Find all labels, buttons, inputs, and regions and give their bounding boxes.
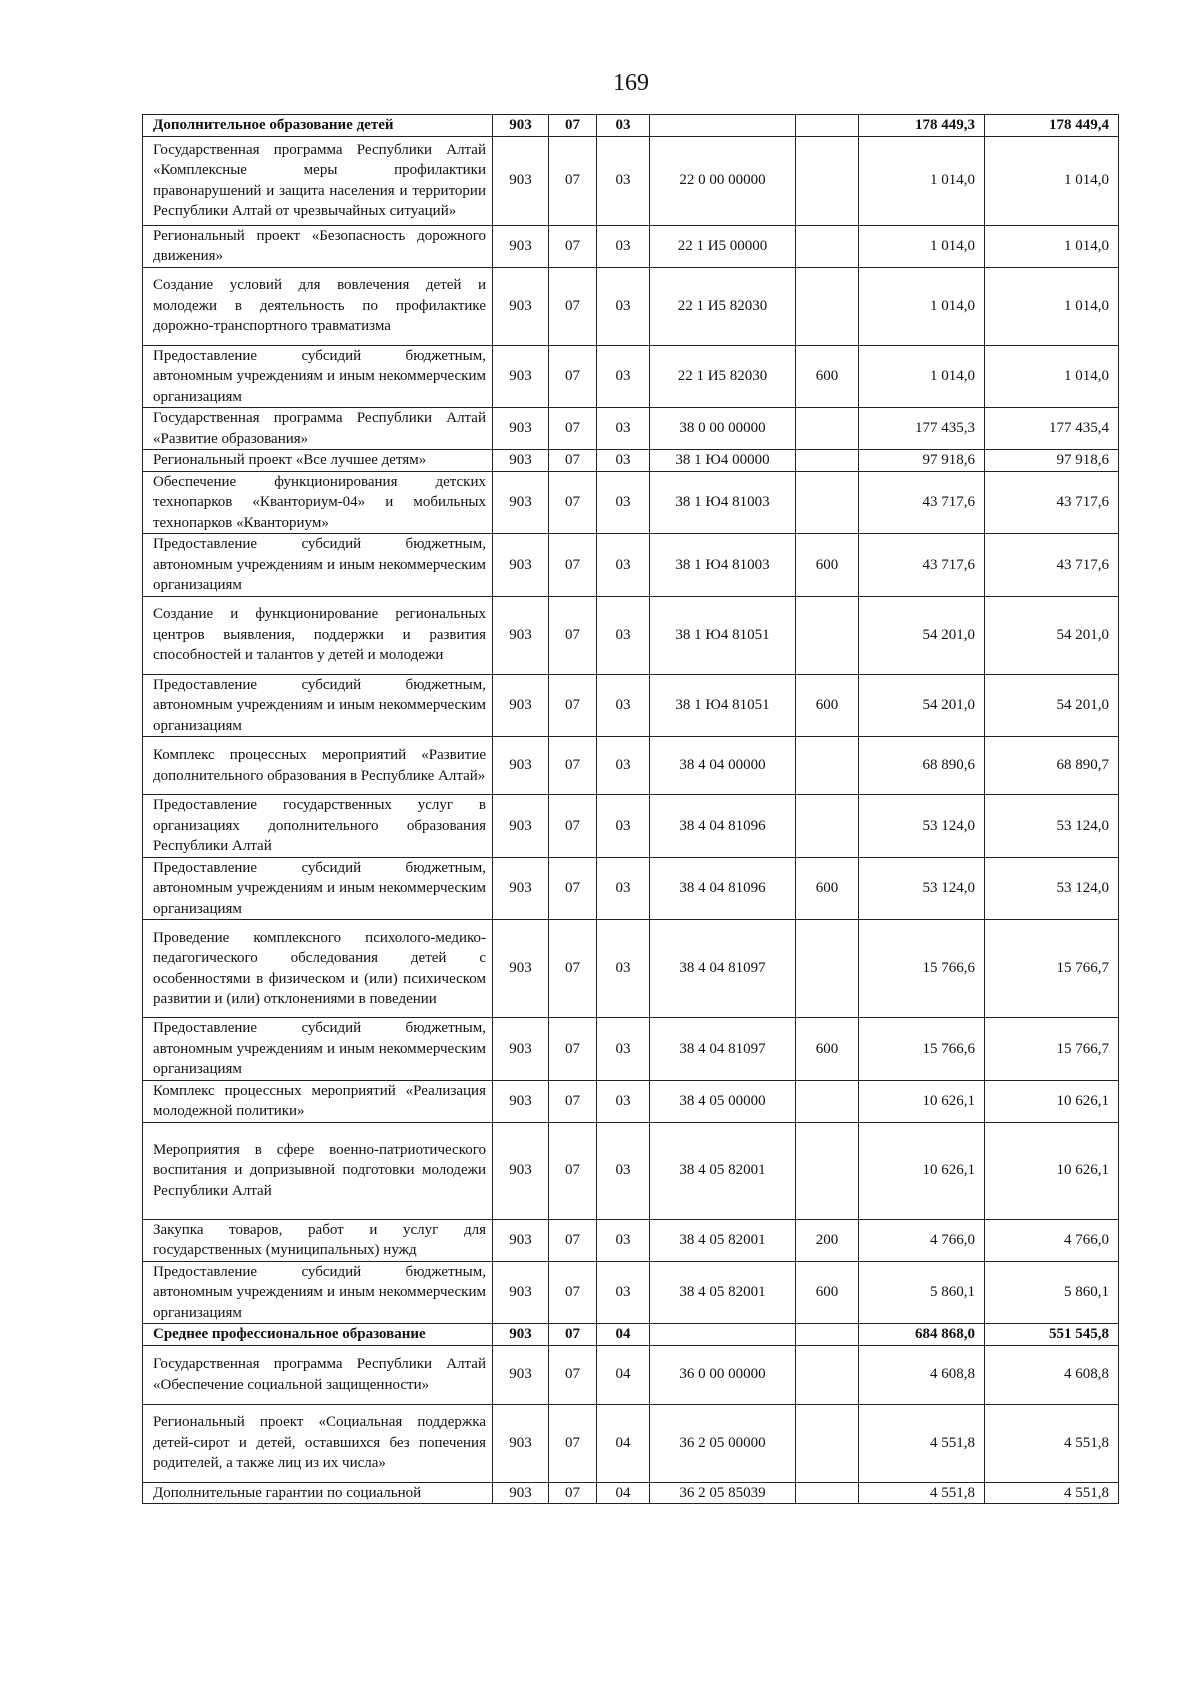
row-csr	[650, 1324, 796, 1346]
row-rz: 07	[549, 737, 597, 795]
row-csr: 22 1 И5 82030	[650, 345, 796, 408]
row-name: Государственная программа Республики Алтай «Обеспечение социальной защищенности»	[143, 1345, 493, 1404]
row-name: Создание и функционирование региональных центров выявления, поддержки и развития способностей и талантов у детей и молодежи	[143, 596, 493, 674]
row-csr: 38 4 04 81097	[650, 920, 796, 1018]
row-name: Предоставление субсидий бюджетным, автономным учреждениям и иным некоммерческим организациям	[143, 1018, 493, 1081]
row-gr: 903	[493, 267, 549, 345]
row-sum2: 15 766,7	[985, 920, 1119, 1018]
table-row	[143, 267, 1119, 345]
row-pr: 04	[597, 1404, 650, 1482]
row-csr: 38 1 Ю4 00000	[650, 450, 796, 472]
row-sum2: 43 717,6	[985, 471, 1119, 534]
row-vr	[796, 920, 859, 1018]
row-pr: 04	[597, 1345, 650, 1404]
row-name: Предоставление субсидий бюджетным, автономным учреждениям и иным некоммерческим организациям	[143, 534, 493, 597]
row-csr	[650, 115, 796, 137]
row-sum1: 684 868,0	[859, 1324, 985, 1346]
row-sum2: 54 201,0	[985, 674, 1119, 737]
row-csr: 38 4 05 82001	[650, 1122, 796, 1219]
row-gr: 903	[493, 1261, 549, 1324]
table-row	[143, 225, 1119, 267]
row-rz: 07	[549, 1122, 597, 1219]
row-pr: 03	[597, 225, 650, 267]
row-sum2: 53 124,0	[985, 857, 1119, 920]
row-gr: 903	[493, 408, 549, 450]
row-vr	[796, 1324, 859, 1346]
row-vr	[796, 1482, 859, 1504]
row-pr: 03	[597, 920, 650, 1018]
table-row	[143, 1345, 1119, 1404]
row-gr: 903	[493, 136, 549, 225]
row-name: Предоставление субсидий бюджетным, автономным учреждениям и иным некоммерческим организациям	[143, 674, 493, 737]
row-pr: 03	[597, 1261, 650, 1324]
row-rz: 07	[549, 674, 597, 737]
row-gr: 903	[493, 345, 549, 408]
table-row	[143, 596, 1119, 674]
row-rz: 07	[549, 795, 597, 858]
table-row	[143, 450, 1119, 472]
table-row	[143, 345, 1119, 408]
table-row	[143, 115, 1119, 137]
row-sum1: 54 201,0	[859, 674, 985, 737]
row-sum1: 97 918,6	[859, 450, 985, 472]
row-csr: 38 4 04 00000	[650, 737, 796, 795]
row-rz: 07	[549, 345, 597, 408]
row-rz: 07	[549, 1080, 597, 1122]
row-sum1: 68 890,6	[859, 737, 985, 795]
row-rz: 07	[549, 267, 597, 345]
row-rz: 07	[549, 225, 597, 267]
row-name: Мероприятия в сфере военно-патриотического воспитания и допризывной подготовки молодежи Республики Алтай	[143, 1122, 493, 1219]
row-sum2: 10 626,1	[985, 1122, 1119, 1219]
row-sum1: 4 551,8	[859, 1404, 985, 1482]
row-sum2: 4 551,8	[985, 1482, 1119, 1504]
row-vr	[796, 1080, 859, 1122]
row-rz: 07	[549, 857, 597, 920]
row-gr: 903	[493, 1080, 549, 1122]
row-pr: 03	[597, 1122, 650, 1219]
table-row	[143, 1324, 1119, 1346]
row-sum1: 4 551,8	[859, 1482, 985, 1504]
row-rz: 07	[549, 1324, 597, 1346]
row-sum2: 177 435,4	[985, 408, 1119, 450]
row-rz: 07	[549, 1219, 597, 1261]
budget-table	[142, 114, 1119, 1504]
table-row	[143, 408, 1119, 450]
table-row	[143, 1482, 1119, 1504]
row-csr: 38 4 04 81097	[650, 1018, 796, 1081]
row-vr	[796, 408, 859, 450]
row-name: Предоставление субсидий бюджетным, автономным учреждениям и иным некоммерческим организациям	[143, 1261, 493, 1324]
row-sum1: 1 014,0	[859, 267, 985, 345]
row-vr: 600	[796, 345, 859, 408]
row-csr: 38 4 04 81096	[650, 795, 796, 858]
row-name: Дополнительные гарантии по социальной	[143, 1482, 493, 1504]
row-vr	[796, 450, 859, 472]
row-sum1: 1 014,0	[859, 225, 985, 267]
row-sum1: 1 014,0	[859, 136, 985, 225]
row-name: Предоставление субсидий бюджетным, автономным учреждениям и иным некоммерческим организациям	[143, 345, 493, 408]
row-pr: 03	[597, 534, 650, 597]
table-row	[143, 1018, 1119, 1081]
row-csr: 36 2 05 00000	[650, 1404, 796, 1482]
row-sum2: 4 608,8	[985, 1345, 1119, 1404]
row-pr: 03	[597, 115, 650, 137]
row-sum2: 15 766,7	[985, 1018, 1119, 1081]
row-vr: 600	[796, 857, 859, 920]
row-name: Создание условий для вовлечения детей и молодежи в деятельность по профилактике дорожно-транспортного травматизма	[143, 267, 493, 345]
row-name: Региональный проект «Безопасность дорожного движения»	[143, 225, 493, 267]
row-vr	[796, 136, 859, 225]
row-pr: 03	[597, 795, 650, 858]
row-sum2: 10 626,1	[985, 1080, 1119, 1122]
row-sum2: 4 766,0	[985, 1219, 1119, 1261]
row-name: Обеспечение функционирования детских технопарков «Кванториум-04» и мобильных технопарков «Кванториум»	[143, 471, 493, 534]
row-sum1: 10 626,1	[859, 1122, 985, 1219]
row-name: Государственная программа Республики Алтай «Комплексные меры профилактики правонарушений и защита населения и территории Республики Алтай от чрезвычайных ситуаций»	[143, 136, 493, 225]
row-rz: 07	[549, 471, 597, 534]
row-sum1: 178 449,3	[859, 115, 985, 137]
row-rz: 07	[549, 596, 597, 674]
row-sum1: 5 860,1	[859, 1261, 985, 1324]
row-sum2: 43 717,6	[985, 534, 1119, 597]
row-csr: 38 1 Ю4 81003	[650, 471, 796, 534]
row-vr	[796, 1404, 859, 1482]
row-name: Проведение комплексного психолого-медико-педагогического обследования детей с особенностями в физическом и (или) психическом развитии и (или) отклонениями в поведении	[143, 920, 493, 1018]
row-gr: 903	[493, 596, 549, 674]
row-name: Комплекс процессных мероприятий «Развитие дополнительного образования в Республике Алтай»	[143, 737, 493, 795]
row-name: Региональный проект «Все лучшее детям»	[143, 450, 493, 472]
row-gr: 903	[493, 471, 549, 534]
row-rz: 07	[549, 1018, 597, 1081]
row-pr: 03	[597, 1018, 650, 1081]
row-pr: 03	[597, 345, 650, 408]
row-gr: 903	[493, 1482, 549, 1504]
row-rz: 07	[549, 534, 597, 597]
table-row	[143, 471, 1119, 534]
row-sum2: 54 201,0	[985, 596, 1119, 674]
row-gr: 903	[493, 1122, 549, 1219]
row-sum1: 1 014,0	[859, 345, 985, 408]
table-row	[143, 1122, 1119, 1219]
row-pr: 04	[597, 1324, 650, 1346]
row-rz: 07	[549, 1482, 597, 1504]
row-vr	[796, 225, 859, 267]
row-gr: 903	[493, 115, 549, 137]
row-vr	[796, 596, 859, 674]
row-gr: 903	[493, 737, 549, 795]
row-rz: 07	[549, 115, 597, 137]
row-name: Среднее профессиональное образование	[143, 1324, 493, 1346]
row-sum2: 4 551,8	[985, 1404, 1119, 1482]
row-name: Комплекс процессных мероприятий «Реализация молодежной политики»	[143, 1080, 493, 1122]
row-vr	[796, 1122, 859, 1219]
row-sum1: 177 435,3	[859, 408, 985, 450]
row-csr: 38 4 05 82001	[650, 1219, 796, 1261]
row-vr	[796, 471, 859, 534]
row-gr: 903	[493, 920, 549, 1018]
row-sum1: 54 201,0	[859, 596, 985, 674]
row-rz: 07	[549, 408, 597, 450]
row-gr: 903	[493, 1018, 549, 1081]
row-vr: 200	[796, 1219, 859, 1261]
row-csr: 22 1 И5 00000	[650, 225, 796, 267]
table-row	[143, 1080, 1119, 1122]
row-csr: 38 4 05 82001	[650, 1261, 796, 1324]
row-csr: 36 2 05 85039	[650, 1482, 796, 1504]
table-row	[143, 534, 1119, 597]
row-vr: 600	[796, 1261, 859, 1324]
table-row	[143, 737, 1119, 795]
row-name: Региональный проект «Социальная поддержка детей-сирот и детей, оставшихся без попечения родителей, а также лиц из их числа»	[143, 1404, 493, 1482]
row-pr: 03	[597, 674, 650, 737]
row-sum2: 53 124,0	[985, 795, 1119, 858]
row-pr: 03	[597, 1080, 650, 1122]
row-vr	[796, 1345, 859, 1404]
row-sum1: 10 626,1	[859, 1080, 985, 1122]
row-name: Предоставление государственных услуг в организациях дополнительного образования Республики Алтай	[143, 795, 493, 858]
row-rz: 07	[549, 1345, 597, 1404]
row-rz: 07	[549, 136, 597, 225]
row-vr: 600	[796, 1018, 859, 1081]
row-pr: 03	[597, 1219, 650, 1261]
row-sum1: 43 717,6	[859, 534, 985, 597]
row-gr: 903	[493, 1324, 549, 1346]
row-rz: 07	[549, 1404, 597, 1482]
row-gr: 903	[493, 1219, 549, 1261]
row-pr: 03	[597, 450, 650, 472]
row-pr: 04	[597, 1482, 650, 1504]
row-name: Дополнительное образование детей	[143, 115, 493, 137]
row-gr: 903	[493, 795, 549, 858]
row-vr: 600	[796, 674, 859, 737]
row-vr: 600	[796, 534, 859, 597]
row-pr: 03	[597, 596, 650, 674]
row-gr: 903	[493, 534, 549, 597]
row-pr: 03	[597, 737, 650, 795]
row-csr: 38 1 Ю4 81051	[650, 674, 796, 737]
table-row	[143, 920, 1119, 1018]
row-pr: 03	[597, 136, 650, 225]
row-sum1: 43 717,6	[859, 471, 985, 534]
row-gr: 903	[493, 225, 549, 267]
row-rz: 07	[549, 920, 597, 1018]
row-csr: 22 0 00 00000	[650, 136, 796, 225]
row-rz: 07	[549, 450, 597, 472]
table-row	[143, 857, 1119, 920]
row-gr: 903	[493, 1345, 549, 1404]
row-sum1: 53 124,0	[859, 795, 985, 858]
row-sum1: 4 608,8	[859, 1345, 985, 1404]
row-vr	[796, 795, 859, 858]
row-sum1: 4 766,0	[859, 1219, 985, 1261]
row-sum2: 5 860,1	[985, 1261, 1119, 1324]
table-row	[143, 795, 1119, 858]
table-body	[143, 115, 1119, 1504]
row-gr: 903	[493, 857, 549, 920]
row-name: Государственная программа Республики Алтай «Развитие образования»	[143, 408, 493, 450]
row-vr	[796, 115, 859, 137]
row-gr: 903	[493, 674, 549, 737]
row-csr: 38 4 05 00000	[650, 1080, 796, 1122]
row-name: Закупка товаров, работ и услуг для государственных (муниципальных) нужд	[143, 1219, 493, 1261]
table-row	[143, 1261, 1119, 1324]
row-csr: 38 1 Ю4 81051	[650, 596, 796, 674]
row-vr	[796, 737, 859, 795]
row-sum2: 551 545,8	[985, 1324, 1119, 1346]
row-sum1: 15 766,6	[859, 920, 985, 1018]
row-csr: 22 1 И5 82030	[650, 267, 796, 345]
row-vr	[796, 267, 859, 345]
table-row	[143, 1404, 1119, 1482]
row-sum1: 53 124,0	[859, 857, 985, 920]
row-sum2: 1 014,0	[985, 267, 1119, 345]
row-sum2: 1 014,0	[985, 136, 1119, 225]
row-pr: 03	[597, 267, 650, 345]
row-pr: 03	[597, 471, 650, 534]
row-rz: 07	[549, 1261, 597, 1324]
row-sum1: 15 766,6	[859, 1018, 985, 1081]
row-sum2: 68 890,7	[985, 737, 1119, 795]
row-sum2: 1 014,0	[985, 345, 1119, 408]
page-number: 169	[613, 70, 649, 96]
row-gr: 903	[493, 450, 549, 472]
row-pr: 03	[597, 408, 650, 450]
row-sum2: 97 918,6	[985, 450, 1119, 472]
table-row	[143, 1219, 1119, 1261]
row-pr: 03	[597, 857, 650, 920]
row-gr: 903	[493, 1404, 549, 1482]
row-csr: 38 1 Ю4 81003	[650, 534, 796, 597]
row-csr: 38 0 00 00000	[650, 408, 796, 450]
row-sum2: 178 449,4	[985, 115, 1119, 137]
row-csr: 38 4 04 81096	[650, 857, 796, 920]
table-row	[143, 136, 1119, 225]
row-sum2: 1 014,0	[985, 225, 1119, 267]
table-row	[143, 674, 1119, 737]
row-name: Предоставление субсидий бюджетным, автономным учреждениям и иным некоммерческим организациям	[143, 857, 493, 920]
row-csr: 36 0 00 00000	[650, 1345, 796, 1404]
